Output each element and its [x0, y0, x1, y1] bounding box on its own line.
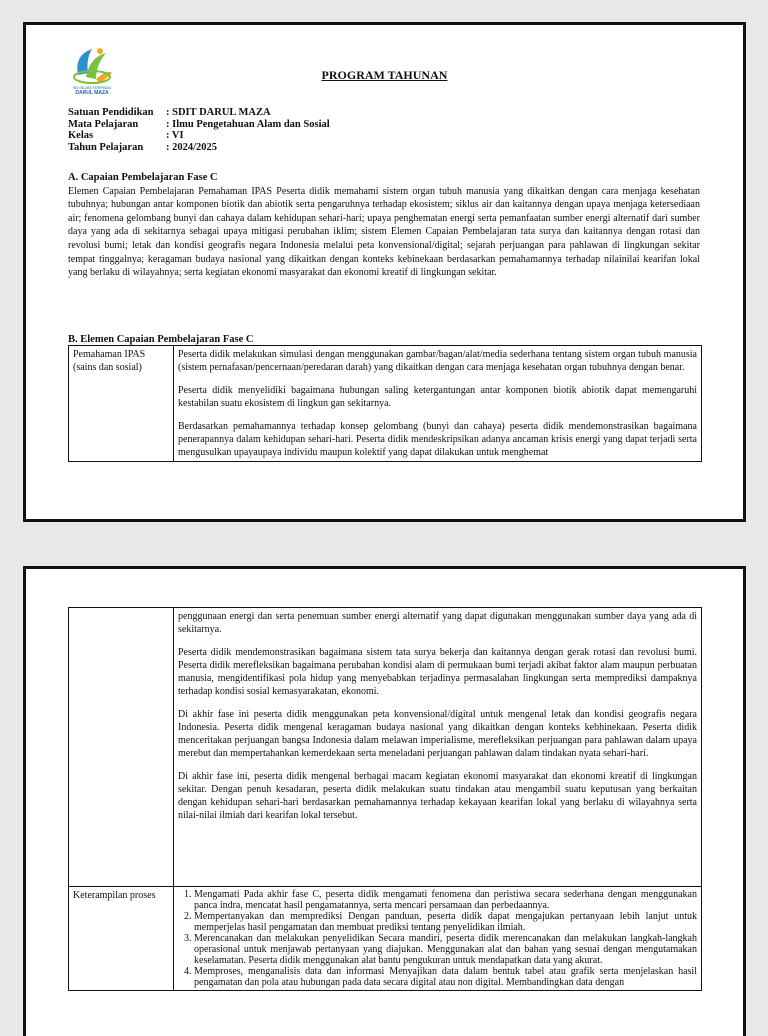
meta-row-class [68, 130, 330, 142]
table-paragraph: Berdasarkan pemahamannya terhadap konsep gelombang (bunyi dan cahaya) peserta didik mendemonstrasikan bagaimana penerapannya dalam kehidupan sehari-hari. Peserta didik mendeskripsikan adanya ancaman krisis energi yang dapat terjadi serta mengusulkan upayaupaya individu maupun kolektif yang dapat dilakukan untuk menghemat [178, 421, 697, 458]
table-paragraph: penggunaan energi dan serta penemuan sumber energi alternatif yang dapat digunakan menggunakan sumber daya yang ada di sekitarnya. [178, 611, 697, 635]
meta-row-school [68, 107, 330, 119]
row-label: Keterampilan proses [69, 887, 174, 991]
svg-text:SD ISLAM TERPADU: SD ISLAM TERPADU [72, 85, 112, 90]
row-content [174, 887, 702, 991]
table-row [69, 346, 702, 462]
list-item: 4. Memproses, menganalisis data dan informasi Menyajikan data dalam bentuk tabel atau grafik serta menjelaskan hasil pengamatan dan pola atau hubungan pada data secara digital atau non digital. Membandingkan data dengan [194, 966, 697, 988]
list-item: 1. Mengamati Pada akhir fase C, peserta didik mengamati fenomena dan peristiwa secara sederhana dengan menggunakan panca indra, mencatat hasil pengamatannya, serta mencari persamaan dan perbedaannya. [194, 889, 697, 911]
row-content [174, 608, 702, 887]
elements-table-part-1 [68, 345, 702, 462]
row-label: Pemahaman IPAS (sains dan sosial) [69, 346, 174, 462]
meta-row-year [68, 142, 330, 154]
list-item: 3. Merencanakan dan melakukan penyelidikan Secara mandiri, peserta didik merencanakan dan melakukan langkah-langkah operasional untuk menjawab pertanyaan yang diajukan. Menggunakan alat dan bahan yang sesuai dengan mengutamakan keselamatan. Peserta didik menggunakan alat bantu pengukuran untuk mendapatkan data yang akurat. [194, 933, 697, 966]
table-paragraph: Di akhir fase ini, peserta didik mengenal berbagai macam kegiatan ekonomi masyarakat dan ekonomi kreatif di lingkungan sekitar. Dengan penuh kesadaran, peserta didik melakukan suatu tindakan atau mengambil suatu keputusan yang berkaitan dengan kehidupan sehari-hari berdasarkan pemahamannya terhadap kekayaan kearifan lokal yang berlaku di wilayahnya serta nilai-nilai ilmiah dari kearifan lokal tersebut. [178, 771, 697, 821]
process-skills-list [178, 889, 697, 988]
meta-key: Kelas [68, 130, 94, 141]
meta-value: : 2024/2025 [166, 141, 218, 153]
table-paragraph: Peserta didik melakukan simulasi dengan menggunakan gambar/bagan/alat/media sederhana tentang sistem organ tubuh manusia (sistem pernafasan/pencernaan/peredaran darah) yang dikaitkan dengan cara menjaga kesehatan organ tubuhnya dengan benar. [178, 349, 697, 373]
table-paragraph: Peserta didik menyelidiki bagaimana hubungan saling ketergantungan antar komponen biotik abiotik dapat memengaruhi kestabilan suatu ekosistem di lingkun gan sekitarnya. [178, 385, 697, 409]
document-page-1 [23, 22, 746, 522]
meta-key: Tahun Pelajaran [68, 141, 144, 153]
identity-block [68, 107, 330, 153]
document-page-2 [23, 566, 746, 1036]
meta-value: : VI [166, 130, 184, 141]
table-row [69, 608, 702, 887]
table-paragraph: Di akhir fase ini peserta didik menggunakan peta konvensional/digital untuk mengenal letak dan kondisi geografis negara Indonesia. Peserta didik mengenal keragaman budaya nasional yang dikaitkan dengan konteks kebhinekaan. Peserta didik menceritakan perjuangan bangsa Indonesia dalam melawan imperialisme, merefleksikan perjuangan para pahlawan dalam upaya merebut dan mempertahankan kemerdekaan serta meneladani perjuangan pahlawan dalam tindakan nyata sehari-hari. [178, 709, 697, 759]
list-item: 2. Mempertanyakan dan memprediksi Dengan panduan, peserta didik dapat mengajukan pertanyaan lebih lanjut untuk memperjelas hasil pengamatan dan membuat prediksi tentang penyelidikan ilmiah. [194, 911, 697, 933]
section-a-heading: A. Capaian Pembelajaran Fase C [68, 172, 218, 183]
svg-text:DARUL MAZA: DARUL MAZA [75, 90, 109, 96]
meta-key: Satuan Pendidikan [68, 107, 154, 118]
row-label-empty [69, 608, 174, 887]
meta-value: : SDIT DARUL MAZA [166, 107, 271, 118]
elements-table-part-2 [68, 607, 702, 991]
section-b-heading: B. Elemen Capaian Pembelajaran Fase C [68, 334, 254, 345]
meta-row-subject [68, 119, 330, 131]
row-content [174, 346, 702, 462]
section-a [68, 171, 700, 280]
meta-value: : Ilmu Pengetahuan Alam dan Sosial [166, 118, 330, 130]
document-title: PROGRAM TAHUNAN [321, 68, 448, 82]
section-a-text: Elemen Capaian Pembelajaran Pemahaman IPAS Peserta didik memahami sistem organ tubuh manusia yang dikaitkan dengan cara menjaga kesehatan tubuhnya; hubungan antar komponen biotik dan abiotik serta pengaruhnya terhadap ekosistem; siklus air dan kaitannya dengan upaya menjaga ketersediaan air; fenomena gelombang bunyi dan cahaya dalam kehidupan sehari-hari; upaya penghematan energi serta pemanfaatan sumber energi alternatif dari sumber daya yang ada di sekitarnya sebagai upaya mitigasi perubahan iklim; sistem Elemen Capaian Pembelajaran tata surya dan kaitannya dengan rotasi dan revolusi bumi; letak dan kondisi geografis negara Indonesia melalui peta konvensional/digital; sejarah perjuangan para pahlawan di lingkungan sekitar tempat tinggalnya; keragaman budaya nasional yang dikaitkan dengan konteks kebinekaan berdasarkan pemahamannya terhadap nilainilai kearifan lokal yang berlaku di wilayahnya; serta kegiatan ekonomi masyarakat dan ekonomi kreatif di lingkungan sekitar. [68, 185, 700, 279]
meta-key: Mata Pelajaran [68, 118, 139, 130]
table-paragraph: Peserta didik mendemonstrasikan bagaimana sistem tata surya bekerja dan kaitannya dengan gerak rotasi dan revolusi bumi. Peserta didik merefleksikan bagaimana perubahan kondisi alam di permukaan bumi terjadi akibat faktor alam maupun perbuatan manusia, mengidentifikasi pola hidup yang menyebabkan terjadinya permasalahan lingkungan serta memprediksi dampaknya terhadap kondisi sosial kemasyarakatan, ekonomi. [178, 647, 697, 697]
table-row [69, 887, 702, 991]
